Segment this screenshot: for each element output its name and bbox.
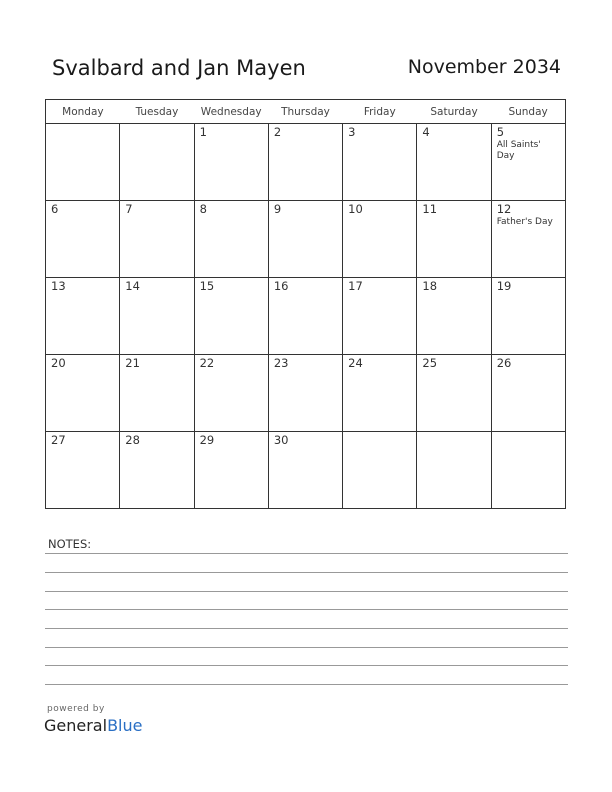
- day-cell: [120, 278, 194, 355]
- day-cell: [268, 432, 342, 509]
- day-cell: [417, 201, 491, 278]
- powered-by-text: powered by: [47, 704, 105, 714]
- day-cell: [343, 124, 417, 201]
- day-cell: [491, 278, 565, 355]
- notes-label: NOTES:: [48, 537, 92, 551]
- day-number: 8: [199, 202, 207, 216]
- day-cell: [343, 278, 417, 355]
- day-cell: [46, 432, 120, 509]
- day-cell: [491, 432, 565, 509]
- weekday-thursday: Thursday: [268, 100, 342, 124]
- weekday-monday: Monday: [46, 100, 120, 124]
- day-number: 22: [199, 356, 215, 370]
- day-number: 7: [125, 202, 133, 216]
- note-line: [45, 628, 568, 629]
- day-cell: [194, 278, 268, 355]
- day-cell: [194, 432, 268, 509]
- day-cell: [46, 124, 120, 201]
- weekday-header-row: [46, 100, 566, 124]
- region-title: Svalbard and Jan Mayen: [52, 56, 306, 80]
- day-cell: [120, 201, 194, 278]
- day-number: 15: [199, 279, 215, 293]
- brand-blue: Blue: [107, 716, 143, 735]
- day-cell: [194, 124, 268, 201]
- note-line: [45, 553, 568, 554]
- day-number: 28: [125, 433, 140, 447]
- weekday-sunday: Sunday: [491, 100, 565, 124]
- day-number: 21: [125, 356, 140, 370]
- day-number: 27: [51, 433, 66, 447]
- day-cell: [491, 201, 565, 278]
- weekday-tuesday: Tuesday: [120, 100, 194, 124]
- note-line: [45, 572, 568, 573]
- day-number: 23: [273, 356, 289, 370]
- day-number: 6: [51, 202, 59, 216]
- day-number: 20: [51, 356, 66, 370]
- day-cell: [417, 432, 491, 509]
- day-cell: [268, 355, 342, 432]
- week-row: [46, 432, 566, 509]
- day-number: 4: [422, 125, 430, 139]
- day-cell: [120, 432, 194, 509]
- note-line: [45, 609, 568, 610]
- day-number: 17: [348, 279, 363, 293]
- week-row: [46, 278, 566, 355]
- day-number: 16: [273, 279, 289, 293]
- day-number: 18: [422, 279, 438, 293]
- day-cell: [417, 278, 491, 355]
- day-number: 11: [422, 202, 438, 216]
- day-cell: [46, 355, 120, 432]
- day-number: 3: [348, 125, 356, 139]
- day-cell: [417, 124, 491, 201]
- day-number: 9: [273, 202, 282, 216]
- calendar-grid: [45, 99, 566, 509]
- day-number: 26: [496, 356, 512, 370]
- holiday-label: Father's Day: [496, 217, 553, 227]
- day-number: 12: [496, 202, 512, 216]
- weekday-saturday: Saturday: [417, 100, 491, 124]
- week-row: [46, 355, 566, 432]
- day-cell: [194, 355, 268, 432]
- day-number: 5: [496, 125, 505, 139]
- day-number: 13: [51, 279, 66, 293]
- note-line: [45, 591, 568, 592]
- day-cell: [343, 201, 417, 278]
- day-cell: [343, 355, 417, 432]
- day-cell: [46, 201, 120, 278]
- weekday-friday: Friday: [343, 100, 417, 124]
- day-number: 1: [199, 125, 207, 139]
- day-cell: [268, 201, 342, 278]
- day-number: 25: [422, 356, 438, 370]
- day-cell: [46, 278, 120, 355]
- day-number: 10: [348, 202, 363, 216]
- brand-general: General: [44, 716, 108, 735]
- day-number: 19: [496, 279, 512, 293]
- day-cell: [343, 432, 417, 509]
- day-cell: [268, 278, 342, 355]
- day-cell: [491, 355, 565, 432]
- note-line: [45, 647, 568, 648]
- note-line: [45, 665, 568, 666]
- day-number: 30: [273, 433, 289, 447]
- day-cell: [120, 124, 194, 201]
- week-row: [46, 124, 566, 201]
- note-line: [45, 684, 568, 685]
- weekday-wednesday: Wednesday: [194, 100, 268, 124]
- day-cell: [491, 124, 565, 201]
- generalblue-logo[interactable]: [44, 716, 142, 735]
- day-cell: [268, 124, 342, 201]
- week-row: [46, 201, 566, 278]
- day-number: 29: [199, 433, 215, 447]
- day-cell: [120, 355, 194, 432]
- day-cell: [194, 201, 268, 278]
- day-cell: [417, 355, 491, 432]
- day-number: 24: [348, 356, 363, 370]
- holiday-label: All Saints' Day: [496, 140, 541, 161]
- day-number: 14: [125, 279, 140, 293]
- month-title: November 2034: [407, 56, 561, 78]
- day-number: 2: [273, 125, 282, 139]
